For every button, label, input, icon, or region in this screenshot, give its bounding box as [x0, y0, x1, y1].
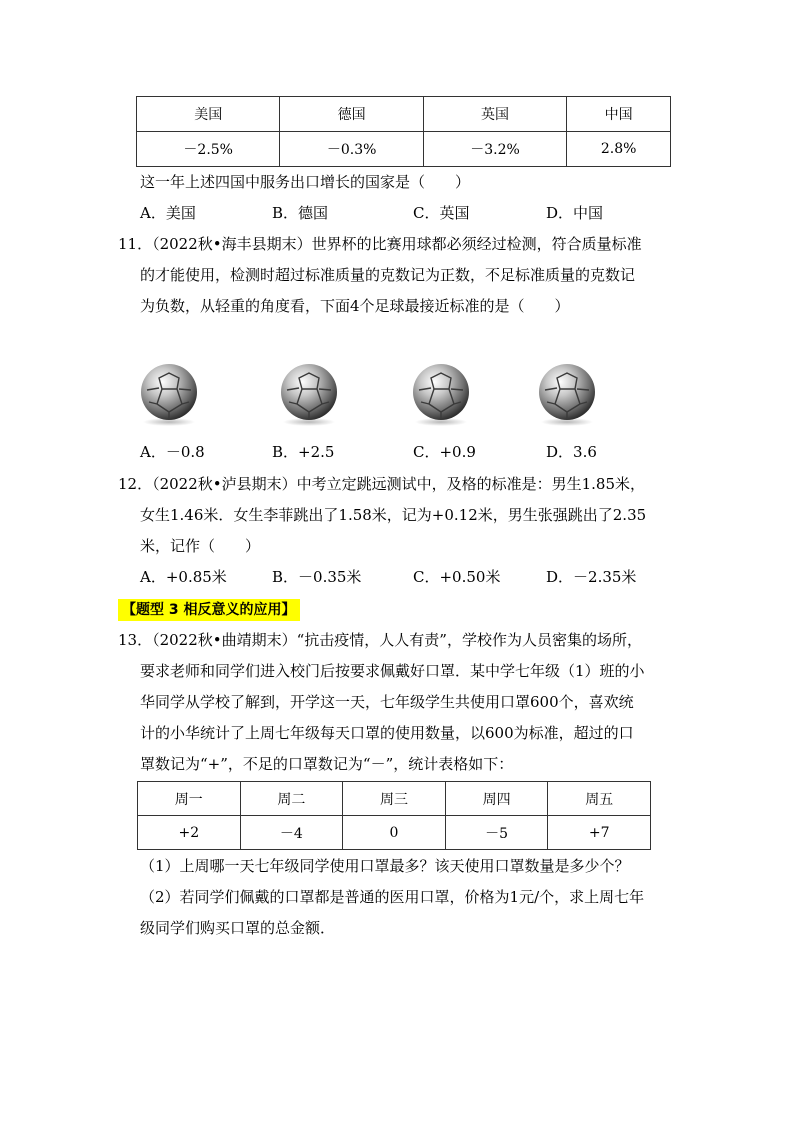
q10-option-b: B．德国 — [272, 204, 329, 222]
q13-sub-1: （1）上周哪一天七年级同学使用口罩最多？该天使用口罩数量是多少个？ — [140, 857, 630, 875]
table-cell: 美国 — [137, 97, 280, 132]
table-cell: －3.2% — [423, 132, 566, 167]
q12-line-2: 女生1.46米．女生李菲跳出了1.58米，记为+0.12米，男生张强跳出了2.35 — [140, 506, 647, 524]
section-heading: 【题型 3 相反意义的应用】 — [118, 599, 300, 621]
q12-option-d: D．－2.35米 — [546, 568, 637, 586]
table-row — [137, 132, 671, 167]
table-cell: －4 — [240, 816, 343, 850]
q13-sub-2: （2）若同学们佩戴的口罩都是普通的医用口罩，价格为1元/个，求上周七年 — [140, 888, 645, 906]
table-cell: 周三 — [343, 782, 446, 816]
q11-option-c: C．+0.9 — [413, 443, 476, 461]
q11-line-2: 的才能使用，检测时超过标准质量的克数记为正数，不足标准质量的克数记 — [140, 266, 636, 284]
table-cell: +7 — [548, 816, 651, 850]
table-row — [138, 782, 651, 816]
table-cell: －2.5% — [137, 132, 280, 167]
table-cell: +2 — [138, 816, 241, 850]
table-row — [138, 816, 651, 850]
table-cell: －5 — [445, 816, 548, 850]
q13-line-1: 13．（2022秋•曲靖期末）“抗击疫情，人人有责”，学校作为人员密集的场所， — [118, 631, 642, 649]
table-cell: 周五 — [548, 782, 651, 816]
q11-line-3: 为负数，从轻重的角度看，下面4个足球最接近标准的是（ ） — [140, 297, 570, 315]
q13-line-3: 华同学从学校了解到，开学这一天，七年级学生共使用口罩600个，喜欢统 — [140, 693, 634, 711]
q11-option-b: B．+2.5 — [272, 443, 335, 461]
q11-line-1: 11．（2022秋•海丰县期末）世界杯的比赛用球都必须经过检测，符合质量标准 — [118, 235, 642, 253]
table-cell: 周二 — [240, 782, 343, 816]
table-cell: 周一 — [138, 782, 241, 816]
q13-line-2: 要求老师和同学们进入校门后按要求佩戴好口罩．某中学七年级（1）班的小 — [140, 662, 645, 680]
q12-line-3: 米，记作（ ） — [140, 537, 261, 555]
q13-line-4: 计的小华统计了上周七年级每天口罩的使用数量，以600为标准，超过的口 — [140, 724, 634, 742]
table-cell: 0 — [343, 816, 446, 850]
q11-option-d: D．3.6 — [546, 443, 597, 461]
table-cell: 中国 — [567, 97, 671, 132]
football-icon — [277, 362, 341, 426]
table-cell: －0.3% — [280, 132, 423, 167]
table-cell: 2.8% — [567, 132, 671, 167]
q13-line-5: 罩数记为“+”，不足的口罩数记为“－”，统计表格如下： — [140, 755, 514, 773]
table-row — [137, 97, 671, 132]
q10-option-a: A．美国 — [140, 204, 196, 222]
q13-sub-3: 级同学们购买口罩的总金额． — [140, 919, 336, 937]
table-cell: 英国 — [423, 97, 566, 132]
q12-option-b: B．－0.35米 — [272, 568, 362, 586]
table-cell: 周四 — [445, 782, 548, 816]
q12-option-a: A．+0.85米 — [140, 568, 227, 586]
mask-table — [137, 781, 651, 850]
q10-option-d: D．中国 — [546, 204, 604, 222]
growth-table — [136, 96, 671, 167]
q12-option-c: C．+0.50米 — [413, 568, 501, 586]
football-icon — [535, 362, 599, 426]
football-icon — [137, 362, 201, 426]
q12-line-1: 12．（2022秋•泸县期末）中考立定跳远测试中，及格的标准是：男生1.85米， — [118, 475, 646, 493]
q10-stem: 这一年上述四国中服务出口增长的国家是（ ） — [140, 173, 471, 191]
table-cell: 德国 — [280, 97, 423, 132]
q11-option-a: A．－0.8 — [140, 443, 205, 461]
football-icon — [409, 362, 473, 426]
q10-option-c: C．英国 — [413, 204, 470, 222]
